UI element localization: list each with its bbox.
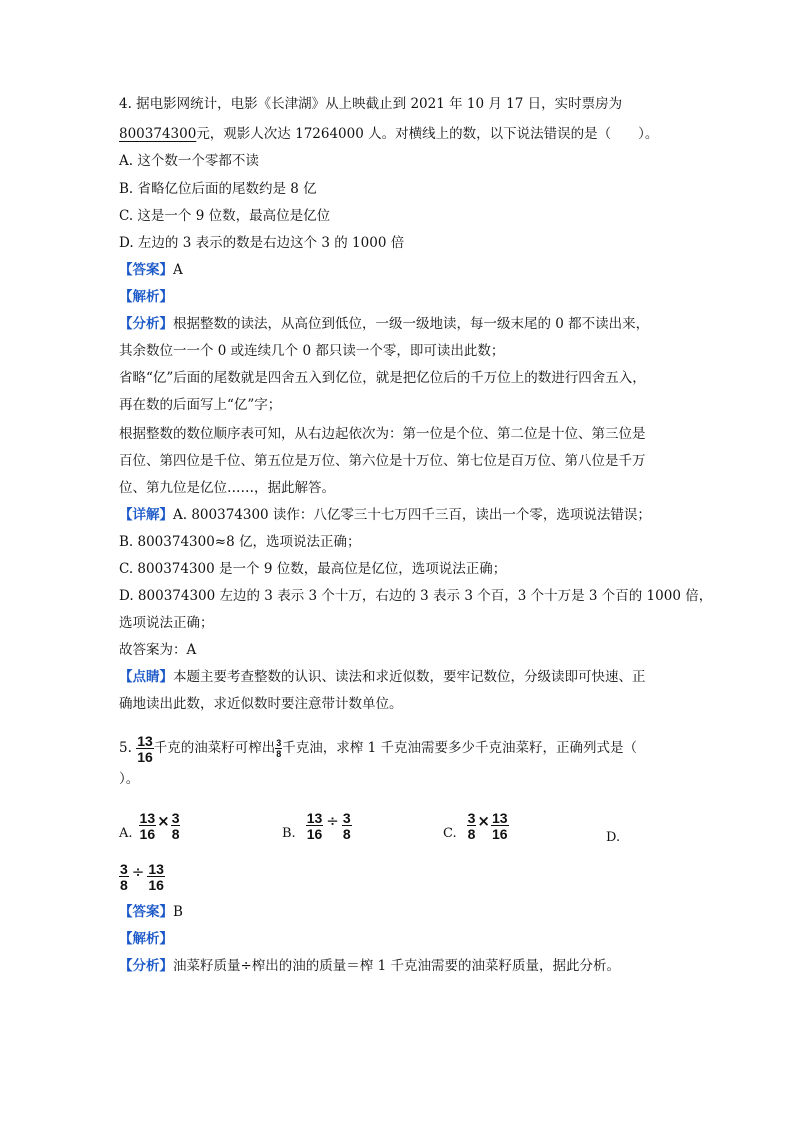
denominator: 16 (492, 826, 508, 842)
denominator: 8 (120, 877, 128, 893)
q4-answer (119, 261, 183, 279)
answer-value: B (173, 904, 183, 920)
fenxi-label: 【分析】 (119, 958, 173, 974)
fenxi-text: 根据整数的读法，从高位到低位，一级一级地读，每一级末尾的 0 都不读出来， (173, 316, 650, 332)
numerator: 13 (139, 810, 156, 826)
q4-xiangjie-2: B. 800374300≈8 亿，选项说法正确； (119, 534, 361, 550)
option-label: A. (119, 826, 133, 841)
q4-fenxi-2: 其余数位一一个 0 或连续几个 0 都只读一个零，即可读出此数； (119, 343, 505, 359)
fraction (171, 811, 181, 841)
denominator: 8 (467, 826, 476, 842)
q5-option-a (119, 801, 180, 841)
q5-stem (119, 730, 637, 766)
answer-label: 【答案】 (119, 262, 173, 278)
q4-dianjing-2: 确地读出此数，求近似数时要注意带计数单位。 (119, 696, 403, 712)
analysis-label: 【解析】 (119, 289, 173, 305)
option-label: D. (606, 830, 621, 845)
q4-xiangjie-5: 选项说法正确； (119, 615, 214, 631)
q4-option-c: C. 这是一个 9 位数，最高位是亿位 (119, 208, 331, 224)
numerator: 13 (137, 732, 153, 749)
operator: ÷ (131, 863, 145, 881)
q4-stem-line2-rest: 元，观影人次达 17264000 人。对横线上的数，以下说法错误的是（ ）。 (196, 126, 659, 142)
q4-xiangjie-1 (119, 506, 651, 524)
q5-fenxi-1 (119, 957, 620, 975)
denominator: 16 (139, 826, 156, 842)
q5-stem-close: ）。 (119, 771, 140, 787)
q4-fenxi-5: 根据整数的数位顺序表可知，从右边起依次为：第一位是个位、第二位是十位、第三位是 (119, 426, 646, 442)
answer-label: 【答案】 (119, 904, 173, 920)
option-label: C. (443, 826, 457, 841)
xiangjie-text: A. 800374300 读作：八亿零三十七万四千三百，读出一个零，选项说法错误； (173, 507, 651, 523)
numerator: 3 (467, 810, 476, 826)
q4-xiangjie-3: C. 800374300 是一个 9 位数，最高位是亿位，选项说法正确； (119, 561, 507, 577)
numerator: 13 (306, 810, 323, 826)
fenxi-label: 【分析】 (119, 316, 173, 332)
dianjing-label: 【点睛】 (119, 669, 173, 685)
numerator: 3 (171, 810, 180, 826)
analysis-label: 【解析】 (119, 931, 173, 947)
q4-stem-line2 (119, 125, 658, 143)
q4-fenxi-7: 位、第九位是亿位……，据此解答。 (119, 480, 335, 496)
q5-option-d (119, 852, 165, 892)
q4-fenxi-4: 再在数的后面写上“亿”字； (119, 397, 282, 413)
numerator: 13 (148, 861, 164, 877)
q5-stem-text2: 千克油，求榨 1 千克油需要多少千克油菜籽，正确列式是（ (282, 740, 637, 756)
option-label: B. (282, 826, 296, 841)
fraction (139, 811, 157, 841)
q4-conclusion: 故答案为：A (119, 642, 197, 658)
q4-underlined-number: 800374300 (119, 126, 197, 142)
q4-stem-line1: 4. 据电影网统计，电影《长津湖》从上映截止到 2021 年 10 月 17 日，实时票房为 (119, 96, 623, 112)
q5-stem-text1: 千克的油菜籽可榨出 (153, 740, 276, 756)
denominator: 8 (276, 748, 282, 759)
q5-stem-fraction-13-16 (136, 734, 154, 764)
numerator: 3 (342, 810, 351, 826)
operator: × (157, 812, 170, 830)
q4-fenxi-3: 省略“亿”后面的尾数就是四舍五入到亿位，就是把亿位后的千万位上的数进行四舍五入， (119, 370, 646, 386)
denominator: 16 (306, 826, 323, 842)
q4-fenxi-1 (119, 315, 649, 333)
q5-answer (119, 903, 183, 921)
q5-number: 5. (119, 740, 132, 756)
operator: ÷ (326, 812, 339, 830)
numerator: 3 (276, 737, 282, 748)
numerator: 3 (120, 861, 128, 877)
q4-analysis (119, 288, 173, 306)
q4-option-d: D. 左边的 3 表示的数是右边这个 3 的 1000 倍 (119, 235, 405, 251)
q5-analysis (119, 930, 173, 948)
denominator: 16 (148, 877, 164, 893)
q4-option-b: B. 省略亿位后面的尾数约是 8 亿 (119, 181, 317, 197)
dianjing-text: 本题主要考查整数的认识、读法和求近似数，要牢记数位，分级读即可快速、正 (173, 669, 646, 685)
q4-fenxi-6: 百位、第四位是千位、第五位是万位、第六位是十万位、第七位是百万位、第八位是千万 (119, 453, 646, 469)
fraction (306, 811, 324, 841)
fraction (467, 811, 477, 841)
fenxi-text: 油菜籽质量÷榨出的油的质量＝榨 1 千克油需要的油菜籽质量，据此分析。 (173, 958, 620, 974)
fraction (342, 811, 352, 841)
q5-option-d-label (606, 826, 620, 845)
xiangjie-label: 【详解】 (119, 507, 173, 523)
denominator: 16 (137, 748, 153, 765)
numerator: 13 (492, 810, 508, 826)
denominator: 8 (171, 826, 180, 842)
q4-dianjing-1 (119, 668, 646, 686)
fraction (147, 862, 165, 892)
answer-value: A (173, 262, 183, 278)
fraction (119, 862, 129, 892)
q4-xiangjie-4: D. 800374300 左边的 3 表示 3 个十万，右边的 3 表示 3 个百，3 个十万是 3 个百的 1000 倍， (119, 588, 713, 604)
q5-option-b (282, 801, 352, 841)
operator: × (477, 812, 490, 830)
fraction (491, 811, 509, 841)
denominator: 8 (342, 826, 351, 842)
q4-option-a: A. 这个数一个零都不读 (119, 153, 259, 169)
q5-option-c (443, 801, 509, 841)
